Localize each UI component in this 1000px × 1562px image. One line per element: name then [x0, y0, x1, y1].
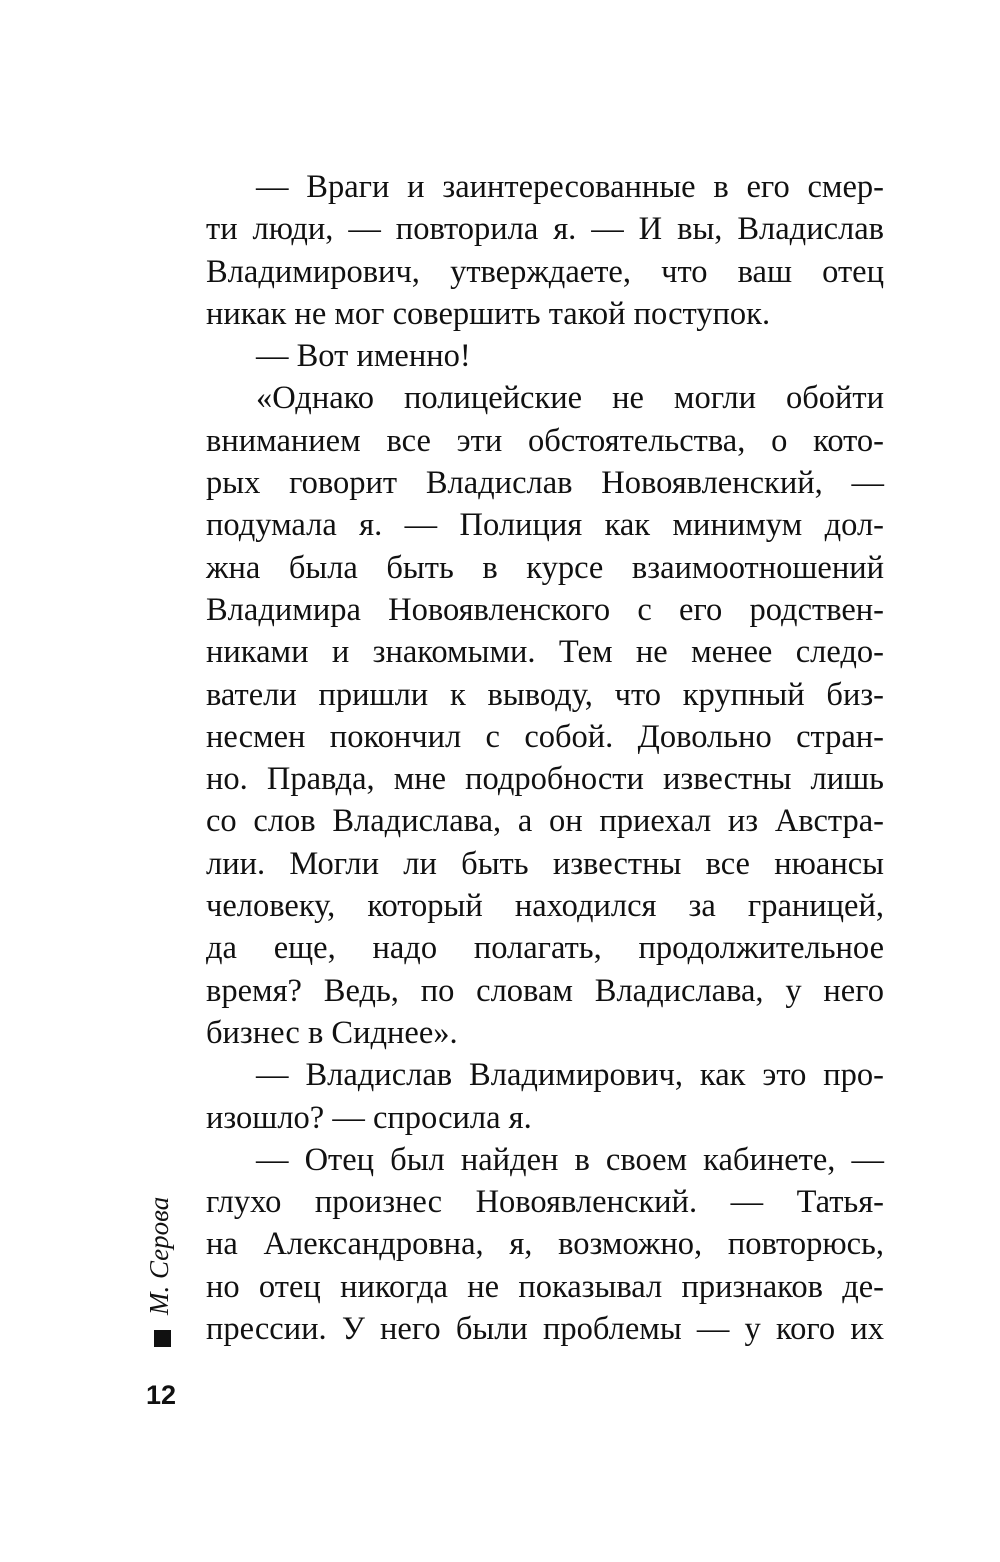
text-line: бизнес в Сиднее». [206, 1014, 458, 1051]
text-line: время? Ведь, по словам Владислава, у него [206, 972, 884, 1009]
text-line: жна была быть в курсе взаимоотношений [206, 549, 884, 586]
text-line: но. Правда, мне подробности известны лишь [206, 761, 884, 798]
text-line: ти люди, — повторила я. — И вы, Владислав [206, 211, 884, 248]
text-line: но отец никогда не показывал признаков де- [206, 1268, 884, 1305]
text-line: — Вот именно! [256, 338, 471, 375]
text-line: никак не мог совершить такой поступок. [206, 295, 771, 332]
text-line: изошло? — спросила я. [206, 1099, 532, 1136]
text-line: со слов Владислава, а он приехал из Австра- [206, 803, 884, 840]
text-line: подумала я. — Полиция как минимум дол- [206, 507, 884, 544]
text-line: рых говорит Владислав Новоявленский, — [206, 465, 884, 502]
text-line: вниманием все эти обстоятельства, о кото- [206, 422, 884, 459]
text-line: ватели пришли к выводу, что крупный биз- [206, 676, 884, 713]
text-line: глухо произнес Новоявленский. — Татья- [206, 1184, 884, 1221]
text-line: — Отец был найден в своем кабинете, — [256, 1141, 884, 1178]
body-text [206, 166, 884, 1350]
text-line: — Владислав Владимирович, как это про- [256, 1057, 884, 1094]
text-line: — Враги и заинтересованные в его смер- [256, 169, 884, 205]
author-running-head: М. Серова [144, 1196, 174, 1315]
square-marker-icon [154, 1330, 171, 1347]
text-line: прессии. У него были проблемы — у кого их [206, 1311, 884, 1348]
text-line: Владимирович, утверждаете, что ваш отец [206, 253, 884, 290]
text-line: несмен покончил с собой. Довольно стран- [206, 718, 884, 755]
text-line: человеку, который находился за границей, [206, 888, 884, 925]
text-line: лии. Могли ли быть известны все нюансы [206, 845, 884, 882]
text-line: да еще, надо полагать, продолжительное [206, 930, 884, 967]
text-line: на Александровна, я, возможно, повторюсь, [206, 1226, 884, 1263]
text-line: Владимира Новоявленского с его родствен- [206, 591, 884, 628]
text-line: никами и знакомыми. Тем не менее следо- [206, 634, 884, 671]
page-number: 12 [146, 1380, 177, 1410]
text-line: «Однако полицейские не могли обойти [256, 380, 884, 417]
